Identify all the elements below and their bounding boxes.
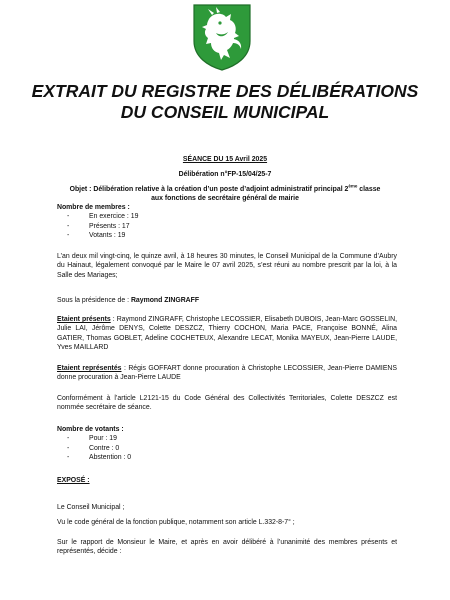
representes-paragraph: [57, 364, 397, 383]
list-item: - Contre : 0: [67, 444, 397, 453]
presents-text: : Raymond ZINGRAFF, Christophe LECOSSIER, Elisabeth DUBOIS, Jean-Marc GOSSELIN, Julie LAI, Jérôme DENYS, Colette DESZCZ, Thierry COCHON, Maria PACE, Françoise BONNÉ, Alina GATIER, Thomas GOBLET, Adeline COCHETEUX, Alexandre LECAT, Monika MAYEUX, Jean-Pierre LAUDE, Yves MAILLARD: [57, 316, 397, 352]
votants-section: [57, 425, 397, 463]
expose-heading: EXPOSÉ :: [57, 477, 90, 484]
votants-heading: Nombre de votants :: [57, 426, 124, 433]
membres-heading: Nombre de membres :: [57, 204, 130, 211]
objet-sup: ème: [348, 183, 358, 189]
objet-line2: aux fonctions de secrétaire général de mairie: [151, 195, 299, 202]
conseil-line: Le Conseil Municipal ;: [57, 504, 125, 511]
deliberation-number: Délibération n°FP-15/04/25-7: [178, 171, 272, 178]
list-item: - Pour : 19: [67, 434, 397, 443]
list-item: - Présents : 17: [67, 222, 397, 231]
objet-text-end: classe: [357, 186, 381, 193]
presents-label: Etaient présents: [57, 316, 111, 323]
coat-of-arms-icon: [192, 3, 252, 71]
membres-section: [57, 203, 397, 241]
seance-date: SÉANCE DU 15 Avril 2025: [182, 156, 268, 163]
objet-line1: [30, 185, 420, 194]
representes-label: Etaient représentés: [57, 365, 122, 372]
objet-text: Objet : Délibération relative à la création d’un poste d’adjoint administratif principal 2: [69, 186, 349, 193]
vu-code-line: Vu le code général de la fonction publique, notamment son article L.332-8-7° ;: [57, 519, 295, 526]
list-item: - En exercice : 19: [67, 212, 397, 221]
presidence-label: Sous la présidence de :: [57, 297, 131, 304]
representes-text: : Régis GOFFART donne procuration à Christophe LECOSSIER, Jean-Pierre DAMIENS donne procuration à Jean-Pierre LAUDE: [57, 365, 397, 382]
list-item: - Votants : 19: [67, 231, 397, 240]
document-title-line2: DU CONSEIL MUNICIPAL: [120, 102, 330, 122]
membres-list: [57, 212, 397, 240]
rapport-paragraph: Sur le rapport de Monsieur le Maire, et après en avoir délibéré à l’unanimité des membres présents et représentés, décide :: [57, 539, 397, 556]
document-title-line1: EXTRAIT DU REGISTRE DES DÉLIBÉRATIONS: [31, 81, 419, 101]
intro-paragraph: L’an deux mil vingt-cinq, le quinze avril, à 18 heures 30 minutes, le Conseil Municipal de la Commune d’Aubry du Hainaut, légalement convoqué par le Maire le 07 avril 2025, s’est réuni au nombre prescrit par la loi, à la Salle des Mariages;: [57, 253, 397, 279]
presents-paragraph: [57, 315, 397, 353]
secretaire-paragraph: Conformément à l’article L2121-15 du Code Général des Collectivités Territoriales, Colette DESZCZ est nommée secrétaire de séance.: [57, 395, 397, 412]
votants-list: [57, 434, 397, 462]
list-item: - Abstention : 0: [67, 453, 397, 462]
presidence-line: [57, 296, 397, 305]
president-name: Raymond ZINGRAFF: [130, 297, 200, 304]
